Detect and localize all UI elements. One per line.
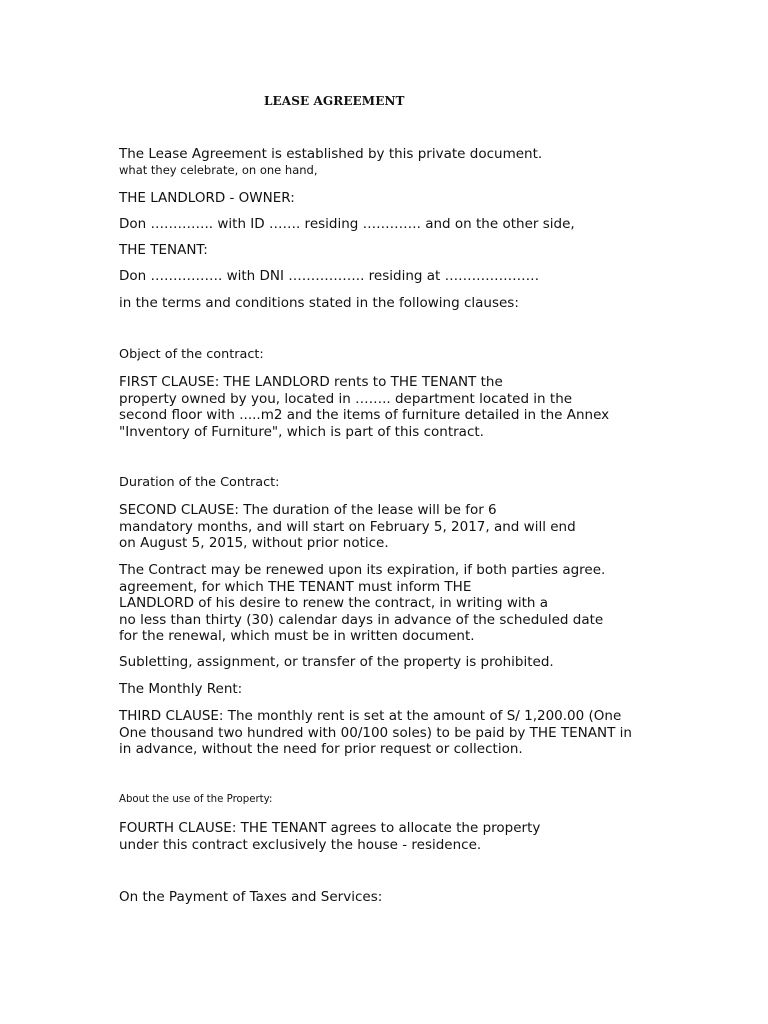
clause-line: One thousand two hundred with 00/100 soles) to be paid by THE TENANT in (119, 724, 632, 741)
renewal-line: The Contract may be renewed upon its expiration, if both parties agree. (119, 562, 606, 578)
intro-line: The Lease Agreement is established by this private document. (119, 146, 543, 162)
clause-line: "Inventory of Furniture", which is part of this contract. (119, 423, 484, 440)
duration-heading: Duration of the Contract: (119, 475, 280, 490)
clause-line: second floor with .....m2 and the items of furniture detailed in the Annex (119, 407, 610, 424)
intro-line: what they celebrate, on one hand, (119, 163, 318, 177)
renewal-line: for the renewal, which must be in written document. (119, 628, 475, 645)
clause-line: property owned by you, located in …….. department located in the (119, 390, 573, 407)
renewal-line: LANDLORD of his desire to renew the contract, in writing with a (119, 595, 549, 612)
tenant-label: THE TENANT: (119, 242, 208, 258)
intro-subline (119, 163, 318, 177)
clause-line: in advance, without the need for prior request or collection. (119, 741, 523, 758)
document-title: LEASE AGREEMENT (264, 94, 405, 108)
landlord-line: Don ………….. with ID ……. residing …………. and on the other side, (119, 216, 575, 232)
intro-paragraph (119, 146, 542, 163)
tenant-line: Don ……………. with DNI …………….. residing at ………………… (119, 268, 540, 284)
rent-heading: The Monthly Rent: (119, 681, 243, 697)
renewal-line: no less than thirty (30) calendar days in advance of the scheduled date (119, 611, 604, 628)
use-heading: About the use of the Property: (119, 794, 273, 805)
fourth-clause (119, 820, 540, 853)
landlord-label: THE LANDLORD - OWNER: (119, 190, 295, 206)
clause-line: FIRST CLAUSE: THE LANDLORD rents to THE TENANT the (119, 374, 503, 390)
object-heading: Object of the contract: (119, 347, 264, 362)
clause-line: FOURTH CLAUSE: THE TENANT agrees to allocate the property (119, 820, 541, 836)
clause-line: on August 5, 2015, without prior notice. (119, 535, 389, 552)
subletting-line: Subletting, assignment, or transfer of the property is prohibited. (119, 654, 554, 670)
renewal-paragraph (119, 562, 605, 645)
terms-line: in the terms and conditions stated in the following clauses: (119, 295, 519, 311)
clause-line: SECOND CLAUSE: The duration of the lease will be for 6 (119, 502, 497, 518)
first-clause (119, 374, 609, 440)
taxes-heading: On the Payment of Taxes and Services: (119, 889, 383, 905)
second-clause (119, 502, 576, 552)
clause-line: under this contract exclusively the house - residence. (119, 836, 482, 853)
renewal-line: agreement, for which THE TENANT must inform THE (119, 578, 472, 595)
clause-line: mandatory months, and will start on February 5, 2017, and will end (119, 518, 576, 535)
clause-line: THIRD CLAUSE: The monthly rent is set at the amount of S/ 1,200.00 (One (119, 708, 622, 724)
third-clause (119, 708, 632, 758)
